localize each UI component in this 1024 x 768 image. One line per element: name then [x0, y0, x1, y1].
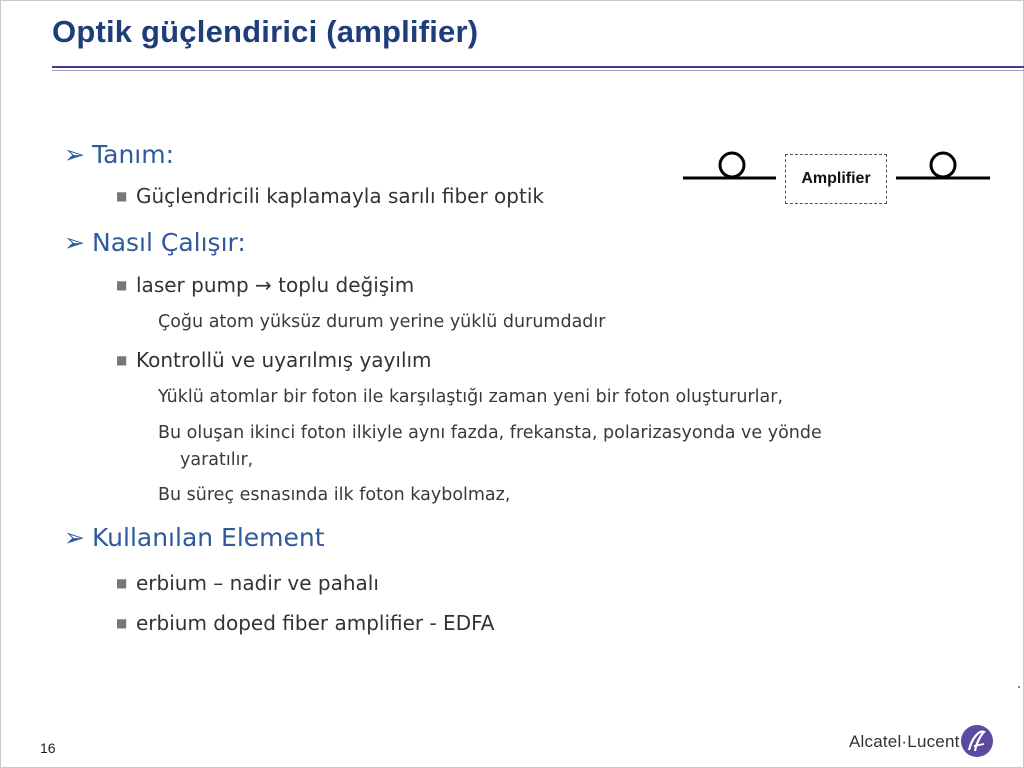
square-bullet-icon: ■: [116, 616, 128, 630]
sub-bullet-text: Bu oluşan ikinci foton ilkiyle aynı fazda, frekansta, polarizasyonda ve yönde: [158, 423, 822, 443]
title-underline-thin: [52, 70, 1024, 71]
section-heading-kullanilan-element: [64, 523, 325, 552]
section-heading-label: Nasıl Çalışır:: [92, 228, 246, 257]
bullet-text: Güçlendricili kaplamayla sarılı fiber optik: [136, 184, 544, 208]
section-heading-tanim: [64, 140, 174, 169]
sub-bullet-text: Bu süreç esnasında ilk foton kaybolmaz,: [158, 485, 511, 505]
bullet-item: [116, 184, 544, 208]
bullet-item: [116, 571, 379, 595]
arrow-bullet-icon: ➢: [64, 523, 85, 552]
section-heading-label: Tanım:: [92, 140, 175, 169]
decorative-dot: [1018, 686, 1020, 688]
square-bullet-icon: ■: [116, 576, 128, 590]
bullet-text: erbium – nadir ve pahalı: [136, 571, 379, 595]
bullet-item: [116, 611, 494, 635]
bullet-item: [116, 273, 414, 297]
arrow-bullet-icon: ➢: [64, 140, 85, 169]
title-underline: [52, 66, 1024, 68]
section-heading-nasil-calisir: [64, 228, 246, 257]
bullet-item: [116, 348, 432, 372]
fiber-coil-left-icon: [720, 153, 744, 177]
square-bullet-icon: ■: [116, 353, 128, 367]
amplifier-box: Amplifier: [785, 154, 887, 204]
slide-title: Optik güçlendirici (amplifier): [52, 14, 479, 49]
bullet-text: laser pump → toplu değişim: [136, 273, 415, 297]
square-bullet-icon: ■: [116, 278, 128, 292]
fiber-coil-right-icon: [931, 153, 955, 177]
sub-bullet-text: Yüklü atomlar bir foton ile karşılaştığı zaman yeni bir foton oluştururlar,: [158, 387, 784, 407]
square-bullet-icon: ■: [116, 189, 128, 203]
bullet-text: Kontrollü ve uyarılmış yayılım: [136, 348, 432, 372]
logo-wordmark: Alcatel·Lucent: [849, 732, 960, 751]
sub-bullet-text-continued: yaratılır,: [180, 450, 254, 470]
page-number: 16: [40, 740, 56, 756]
alcatel-lucent-logo-icon: [960, 724, 994, 758]
section-heading-label: Kullanılan Element: [92, 523, 325, 552]
bullet-text: erbium doped fiber amplifier - EDFA: [136, 611, 495, 635]
sub-bullet-text: Çoğu atom yüksüz durum yerine yüklü durumdadır: [158, 312, 606, 332]
arrow-bullet-icon: ➢: [64, 228, 85, 257]
